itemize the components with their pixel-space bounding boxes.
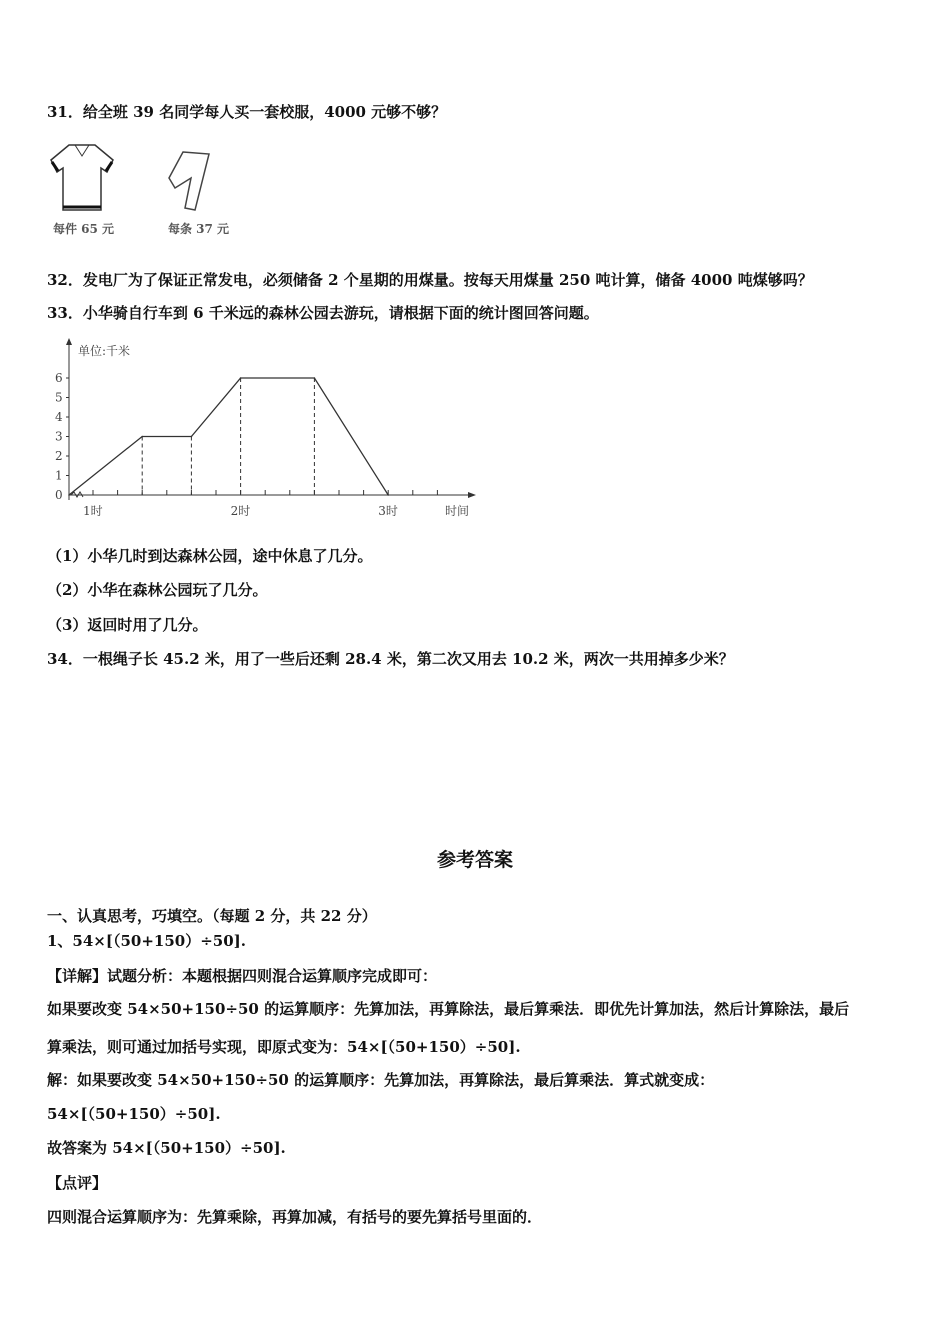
- question-33-part-3: （3）返回时用了几分。: [47, 616, 208, 634]
- y-axis-arrow: [66, 338, 72, 345]
- question-32: 32．发电厂为了保证正常发电，必须储备 2 个星期的用煤量。按每天用煤量 250 吨计算，储备 4000 吨煤够吗？: [47, 271, 813, 289]
- y-tick-label: 6: [55, 371, 63, 385]
- y-tick-label: 2: [55, 449, 63, 463]
- data-point: [387, 494, 389, 496]
- x-axis-arrow: [468, 492, 476, 498]
- x-tick-label: 2时: [230, 504, 251, 518]
- answers-title: 参考答案: [436, 849, 513, 871]
- x-axis-label: 时间: [445, 504, 470, 518]
- question-33-part-2: （2）小华在森林公园玩了几分。: [47, 581, 268, 599]
- shirt-price: 每件 65 元: [53, 222, 115, 236]
- x-tick-label: 1时: [83, 504, 103, 518]
- y-tick-label: 3: [55, 429, 63, 444]
- solution-line-1: 解：如果要改变 54×50+150÷50 的运算顺序：先算加法，再算除法，最后算乘法．算式就变成：: [47, 1071, 715, 1089]
- answer-1: 1、54×[（50+150）÷50].: [47, 932, 246, 950]
- question-31: 31．给全班 39 名同学每人买一套校服，4000 元够不够？: [47, 103, 447, 121]
- section-heading: 一、认真思考，巧填空。（每题 2 分，共 22 分）: [47, 907, 377, 925]
- final-answer: 故答案为 54×[（50+150）÷50].: [47, 1139, 286, 1157]
- explanation-line-2: 算乘法，则可通过加括号实现，即原式变为：54×[（50+150）÷50].: [47, 1038, 521, 1056]
- y-tick-label: 0: [55, 488, 63, 502]
- distance-time-chart: [40, 335, 500, 525]
- solution-line-2: 54×[（50+150）÷50].: [47, 1105, 221, 1123]
- pants-image: [165, 148, 215, 213]
- data-point: [191, 436, 193, 438]
- pants-price: 每条 37 元: [168, 222, 230, 236]
- question-33-part-1: （1）小华几时到达森林公园，途中休息了几分。: [47, 547, 373, 565]
- y-tick-label: 1: [55, 468, 63, 483]
- data-point: [314, 377, 316, 379]
- y-tick-label: 5: [55, 390, 63, 405]
- data-point: [240, 377, 242, 379]
- explanation-line-1: 如果要改变 54×50+150÷50 的运算顺序：先算加法，再算除法，最后算乘法．即优先计算加法，然后计算除法，最后: [47, 1000, 850, 1018]
- comment-text: 四则混合运算顺序为：先算乘除，再算加减，有括号的要先算括号里面的．: [47, 1208, 543, 1226]
- data-point: [68, 494, 70, 496]
- question-33: 33．小华骑自行车到 6 千米远的森林公园去游玩，请根据下面的统计图回答问题。: [47, 304, 599, 322]
- question-34: 34．一根绳子长 45.2 米，用了一些后还剩 28.4 米，第二次又用去 10.2 米，两次一共用掉多少米？: [47, 650, 734, 668]
- x-tick-label: 3时: [378, 504, 398, 518]
- shirt-image: [47, 140, 117, 215]
- comment-heading: 【点评】: [47, 1174, 108, 1192]
- distance-line: [69, 378, 388, 495]
- detail-heading: 【详解】试题分析：本题根据四则混合运算顺序完成即可：: [47, 967, 438, 985]
- data-point: [141, 436, 143, 438]
- y-tick-label: 4: [55, 410, 63, 424]
- y-axis-label: 单位:千米: [78, 344, 131, 358]
